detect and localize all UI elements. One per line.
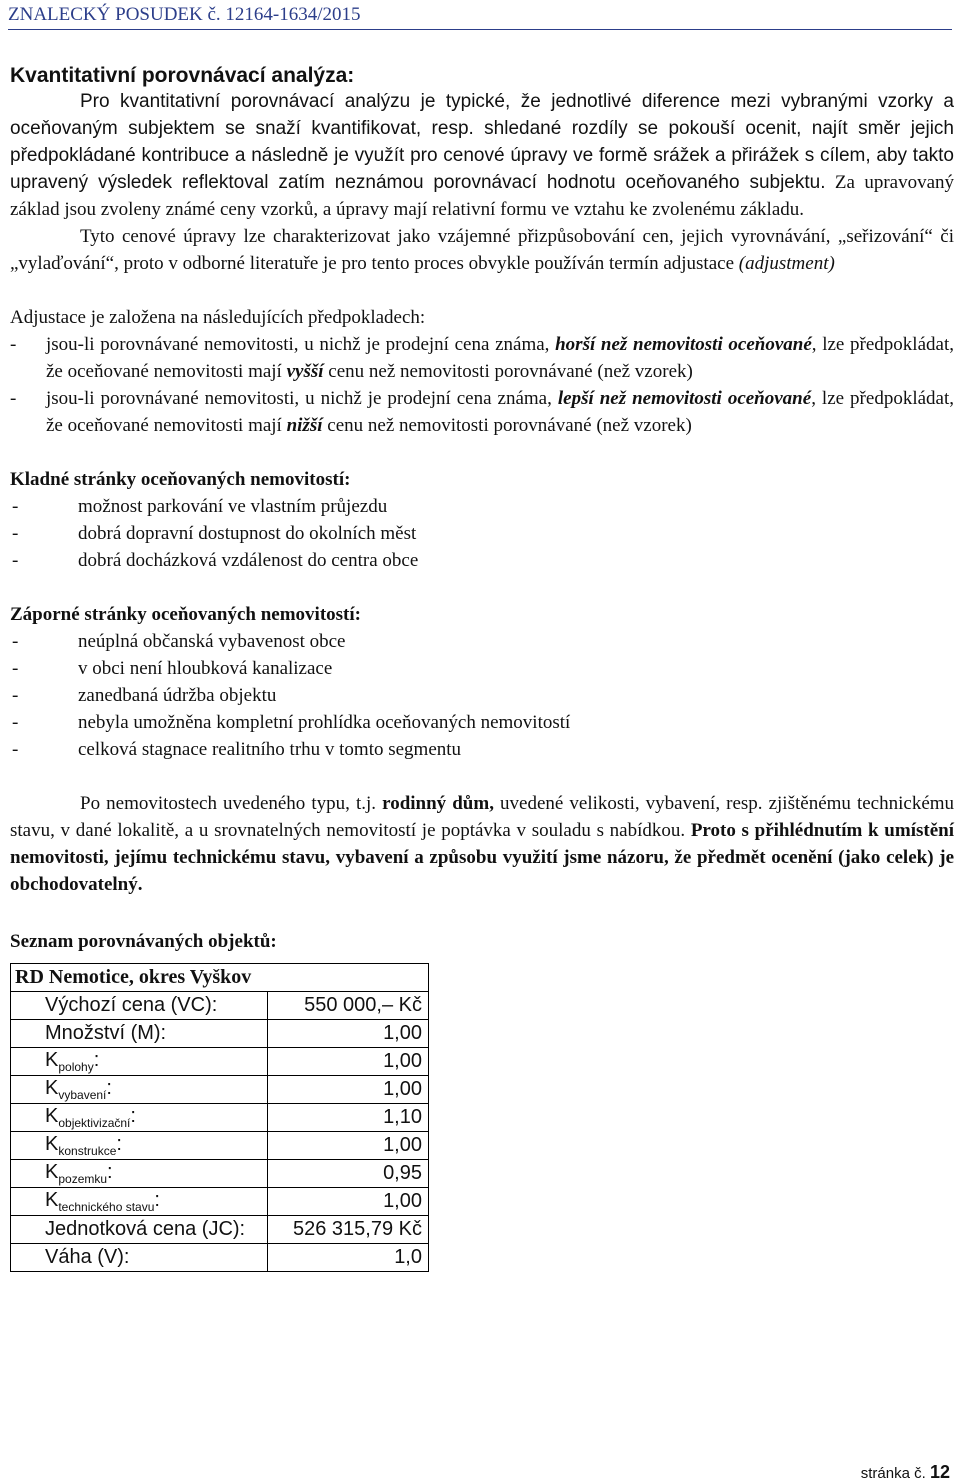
list-item	[10, 709, 954, 736]
list-item	[10, 628, 954, 655]
row-label: Množství (M):	[11, 1020, 268, 1048]
table-row	[11, 992, 429, 1020]
item-emph: lepší než nemovitosti oceňované	[557, 388, 812, 409]
adjust-intro: Adjustace je založena na následujících předpokladech:	[10, 307, 426, 328]
conclusion-verdict: Proto s přihlédnutím k umístění nemovitosti, jejímu technickému stavu, vybavení a způsobu využití jsme názoru, že předmět ocenění (jako celek) je obchodovatelný.	[10, 820, 954, 895]
dash-bullet: -	[12, 631, 19, 652]
item-emph: nižší	[286, 415, 323, 436]
item-text: , lze předpokládat, že oceňované nemovitosti mají	[46, 388, 954, 436]
row-value: 1,00	[268, 1188, 429, 1216]
item-text: cenu než nemovitosti porovnávané (než vzorek)	[328, 361, 693, 382]
comparison-card	[10, 963, 429, 1272]
item-text: , lze předpokládat, že oceňované nemovitosti mají	[46, 334, 954, 382]
k-suffix: :	[106, 1077, 112, 1099]
pros-list	[10, 493, 954, 574]
table-row	[11, 1020, 429, 1048]
k-subscript: konstrukce	[58, 1144, 117, 1158]
header-title: ZNALECKÝ POSUDEK č. 12164-1634/2015	[8, 4, 361, 25]
item-emph: horší než nemovitosti oceňované	[555, 334, 812, 355]
k-symbol: K	[45, 1077, 59, 1099]
page-footer	[861, 1462, 950, 1483]
row-value: 1,00	[268, 1020, 429, 1048]
conclusion-text: Po nemovitostech uvedeného typu, t.j.	[80, 793, 377, 814]
row-label	[11, 1076, 268, 1104]
item-text: jsou-li porovnávané nemovitosti, u nichž je prodejní cena známa,	[46, 388, 552, 409]
table-row	[11, 1048, 429, 1076]
k-suffix: :	[93, 1049, 100, 1071]
table-row	[11, 1188, 429, 1216]
k-subscript: polohy	[58, 1060, 94, 1074]
row-value: 550 000,– Kč	[268, 992, 429, 1020]
page-number: 12	[929, 1462, 950, 1482]
k-suffix: :	[116, 1133, 122, 1155]
k-symbol: K	[45, 1105, 59, 1127]
row-value: 0,95	[268, 1160, 429, 1188]
page-label: stránka č.	[860, 1465, 926, 1482]
table-row	[11, 1216, 429, 1244]
adjust-list	[10, 331, 954, 439]
k-suffix: :	[154, 1189, 160, 1211]
list-item	[10, 655, 954, 682]
k-subscript: pozemku	[58, 1172, 108, 1186]
table-row	[11, 1076, 429, 1104]
k-symbol: K	[45, 1049, 59, 1071]
row-value: 1,00	[268, 1048, 429, 1076]
k-symbol: K	[45, 1189, 59, 1211]
list-item-text: celková stagnace realitního trhu v tomto segmentu	[78, 739, 462, 760]
row-value: 1,00	[268, 1076, 429, 1104]
dash-bullet: -	[12, 739, 19, 760]
card-title-row	[11, 964, 429, 992]
list-item	[10, 493, 954, 520]
k-symbol: K	[45, 1133, 59, 1155]
row-value: 1,00	[268, 1132, 429, 1160]
row-value: 1,10	[268, 1104, 429, 1132]
row-value: 1,0	[268, 1244, 429, 1272]
table-row	[11, 1104, 429, 1132]
list-item-text	[46, 331, 954, 385]
cons-list	[10, 628, 954, 763]
k-suffix: :	[130, 1105, 136, 1127]
list-item-text: neúplná občanská vybavenost obce	[78, 631, 346, 652]
item-emph: vyšší	[286, 361, 324, 382]
list-item-text	[46, 385, 954, 439]
list-item-text: v obci není hloubková kanalizace	[78, 658, 333, 679]
list-heading: Seznam porovnávaných objektů:	[10, 931, 277, 952]
dash-bullet: -	[12, 496, 19, 517]
row-label: Jednotková cena (JC):	[11, 1216, 268, 1244]
conclusion-text: uvedené velikosti, vybavení, resp. zjištěnému technickému stavu, v dané lokalitě, a u srovnatelných nemovitostí je poptávka v souladu s nabídkou.	[10, 793, 955, 841]
list-item	[10, 547, 954, 574]
dash-bullet: -	[12, 658, 19, 679]
list-item	[10, 331, 954, 385]
list-item-text: zanedbaná údržba objektu	[78, 685, 277, 706]
list-item-text: nebyla umožněna kompletní prohlídka oceňovaných nemovitostí	[78, 712, 571, 733]
table-row	[11, 1132, 429, 1160]
paragraph-adjust	[10, 223, 954, 277]
table-row	[11, 1244, 429, 1272]
item-text: cenu než nemovitosti porovnávané (než vzorek)	[327, 415, 692, 436]
document-body	[10, 64, 954, 1272]
list-item	[10, 736, 954, 763]
list-item-text: dobrá dopravní dostupnost do okolních měst	[78, 523, 417, 544]
row-label	[11, 1160, 268, 1188]
item-text: jsou-li porovnávané nemovitosti, u nichž je prodejní cena známa,	[46, 334, 550, 355]
row-label: Výchozí cena (VC):	[11, 992, 268, 1020]
card-title: RD Nemotice, okres Vyškov	[11, 964, 429, 992]
k-subscript: objektivizační	[58, 1116, 131, 1130]
dash-bullet: -	[12, 685, 19, 706]
k-symbol: K	[45, 1161, 59, 1183]
paragraph-intro	[10, 88, 954, 223]
adjust-term: (adjustment)	[738, 253, 835, 274]
row-label	[11, 1188, 268, 1216]
list-item	[10, 520, 954, 547]
list-item-text: možnost parkování ve vlastním průjezdu	[78, 496, 388, 517]
table-row	[11, 1160, 429, 1188]
k-subscript: technického stavu	[58, 1200, 155, 1214]
intro-text-b-inner: Za upravovaný základ jsou zvoleny známé ceny vzorků, a úpravy mají relativní formu ve vztahu ke zvolenému základu.	[10, 172, 955, 220]
row-label	[11, 1132, 268, 1160]
section-heading: Kvantitativní porovnávací analýza:	[10, 64, 355, 87]
adjust-text: Tyto cenové úpravy lze charakterizovat jako vzájemné přizpůsobování cen, jejich vyrovnávání, „seřizování“ či „vylaďování“, proto v odborné literatuře je pro tento proces obvykle používán termín adjustace	[10, 226, 954, 274]
dash-bullet: -	[10, 334, 17, 355]
conclusion-emph: rodinný dům,	[382, 793, 494, 814]
cons-heading: Záporné stránky oceňovaných nemovitostí:	[10, 604, 361, 625]
list-item	[10, 682, 954, 709]
intro-text: Pro kvantitativní porovnávací analýzu je typické, že jednotlivé diference mezi vybranými vzorky a oceňovaným subjektem se snaží kvantifikovat, resp. shledané rozdíly se pokouší ocenit, najít směr jejich předpokládané kontribuce a následně je využít pro cenové úpravy ve formě srážek a přirážek s cílem, aby takto upravený výsledek reflektoval zatím neznámou porovnávací hodnotu oceňovaného subjektu.	[10, 91, 954, 193]
k-subscript: vybavení	[58, 1088, 107, 1102]
list-item	[10, 385, 954, 439]
row-label	[11, 1104, 268, 1132]
k-suffix: :	[107, 1161, 113, 1183]
row-label	[11, 1048, 268, 1076]
list-item-text: dobrá docházková vzdálenost do centra obce	[78, 550, 419, 571]
dash-bullet: -	[12, 550, 19, 571]
dash-bullet: -	[12, 712, 19, 733]
row-value: 526 315,79 Kč	[268, 1216, 429, 1244]
page-header	[8, 4, 952, 30]
dash-bullet: -	[12, 523, 19, 544]
conclusion-paragraph	[10, 790, 954, 898]
dash-bullet: -	[10, 388, 17, 409]
row-label: Váha (V):	[11, 1244, 268, 1272]
pros-heading: Kladné stránky oceňovaných nemovitostí:	[10, 469, 351, 490]
